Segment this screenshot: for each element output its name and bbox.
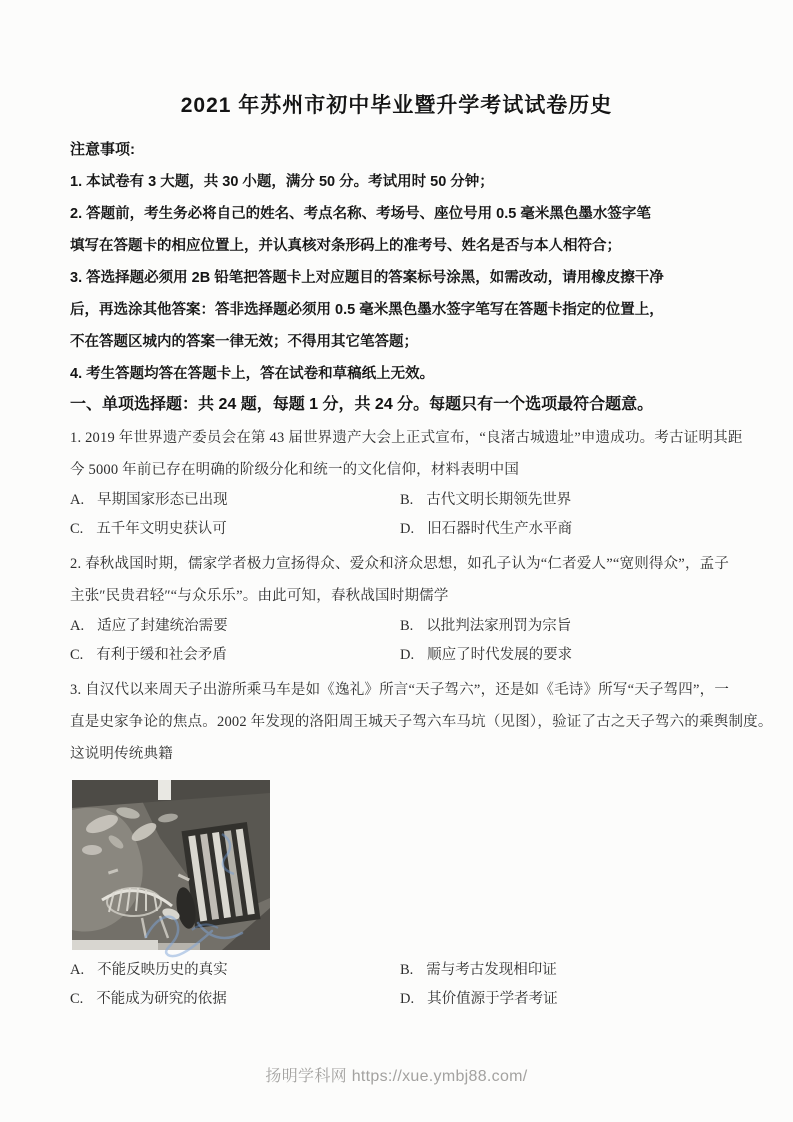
options-row (70, 486, 728, 515)
footer-site-name: 扬明学科网 (265, 1068, 347, 1085)
notice-line: 4. 考生答题均答在答题卡上，答在试卷和草稿纸上无效。 (70, 366, 435, 382)
option-d (400, 985, 558, 1014)
footer-site-link[interactable]: https://xue.ymbj88.com/ (351, 1068, 528, 1085)
question-2 (70, 548, 728, 670)
option-label: C. (70, 647, 84, 663)
option-text: 以批判法家刑罚为宗旨 (426, 618, 572, 634)
question-text: 直是史家争论的焦点。2002 年发现的洛阳周王城天子驾六车马坑（见图），验证了古之天子驾六的乘舆制度。 (70, 714, 773, 730)
notice-line: 3. 答选择题必须用 2B 铅笔把答题卡上对应题目的答案标号涂黑，如需改动，请用橡皮擦干净 (70, 270, 664, 286)
notice-line: 后，再选涂其他答案：答非选择题必须用 0.5 毫米黑色墨水签字笔写在答题卡指定的位置上， (70, 302, 664, 318)
notice-heading: 注意事项: (70, 141, 135, 158)
option-text: 不能成为研究的依据 (96, 991, 227, 1007)
option-a (70, 612, 400, 641)
section-heading-choice: 一、单项选择题：共 24 题，每题 1 分，共 24 分。每题只有一个选项最符合题意。 (70, 396, 654, 413)
question-text: 3. 自汉代以来周天子出游所乘马车是如《逸礼》所言“天子驾六”，还是如《毛诗》所写“天子驾四”，一 (70, 682, 730, 698)
option-c (70, 985, 400, 1014)
option-text: 早期国家形态已出现 (97, 492, 228, 508)
option-d (400, 641, 572, 670)
question-text: 主张″民贵君轻″“与众乐乐”。由此可知，春秋战国时期儒学 (70, 588, 449, 604)
options-row (70, 515, 728, 544)
option-c (70, 641, 400, 670)
option-d (400, 515, 572, 544)
option-label: A. (70, 962, 85, 978)
options-row (70, 641, 728, 670)
option-text: 顺应了时代发展的要求 (427, 647, 573, 663)
footer (0, 1062, 793, 1092)
options-row (70, 612, 728, 641)
option-text: 适应了封建统治需要 (97, 618, 228, 634)
page-title: 2021 年苏州市初中毕业暨升学考试试卷历史 (180, 94, 613, 117)
option-label: B. (400, 962, 414, 978)
question-text: 1. 2019 年世界遗产委员会在第 43 届世界遗产大会上正式宣布，“良渚古城遗址”申遗成功。考古证明其距 (70, 430, 743, 446)
option-label: D. (400, 521, 415, 537)
chariot-pit-photo (72, 780, 270, 950)
notice-line: 填写在答题卡的相应位置上，并认真核对条形码上的准考号、姓名是否与本人相符合； (70, 238, 621, 254)
question-text: 这说明传统典籍 (70, 746, 173, 762)
option-a (70, 956, 400, 985)
question-3 (70, 674, 773, 1014)
option-b (400, 486, 571, 515)
option-text: 有利于缓和社会矛盾 (96, 647, 227, 663)
option-label: A. (70, 492, 85, 508)
option-text: 旧石器时代生产水平商 (427, 521, 573, 537)
option-label: C. (70, 991, 84, 1007)
option-label: D. (400, 647, 415, 663)
option-text: 五千年文明史获认可 (96, 521, 227, 537)
options-row (70, 956, 728, 985)
option-label: C. (70, 521, 84, 537)
question-text: 2. 春秋战国时期，儒家学者极力宣扬得众、爱众和济众思想，如孔子认为“仁者爱人”“宽则得众”，孟子 (70, 556, 730, 572)
options-row (70, 985, 728, 1014)
option-label: A. (70, 618, 85, 634)
notice-line: 1. 本试卷有 3 大题，共 30 小题，满分 50 分。考试用时 50 分钟； (70, 174, 494, 190)
option-text: 古代文明长期领先世界 (426, 492, 572, 508)
option-c (70, 515, 400, 544)
option-text: 不能反映历史的真实 (97, 962, 228, 978)
notice-line: 不在答题区城内的答案一律无效；不得用其它笔答题； (70, 334, 418, 350)
option-label: B. (400, 492, 414, 508)
option-text: 需与考古发现相印证 (426, 962, 557, 978)
option-label: D. (400, 991, 415, 1007)
option-b (400, 612, 571, 641)
question-1 (70, 422, 743, 544)
question-text: 今 5000 年前已存在明确的阶级分化和统一的文化信仰，材料表明中国 (70, 462, 520, 478)
option-b (400, 956, 557, 985)
option-label: B. (400, 618, 414, 634)
page-content (0, 134, 793, 1014)
notice-line: 2. 答题前，考生务必将自己的姓名、考点名称、考场号、座位号用 0.5 毫米黑色墨水签字笔 (70, 206, 651, 222)
option-text: 其价值源于学者考证 (427, 991, 558, 1007)
option-a (70, 486, 400, 515)
